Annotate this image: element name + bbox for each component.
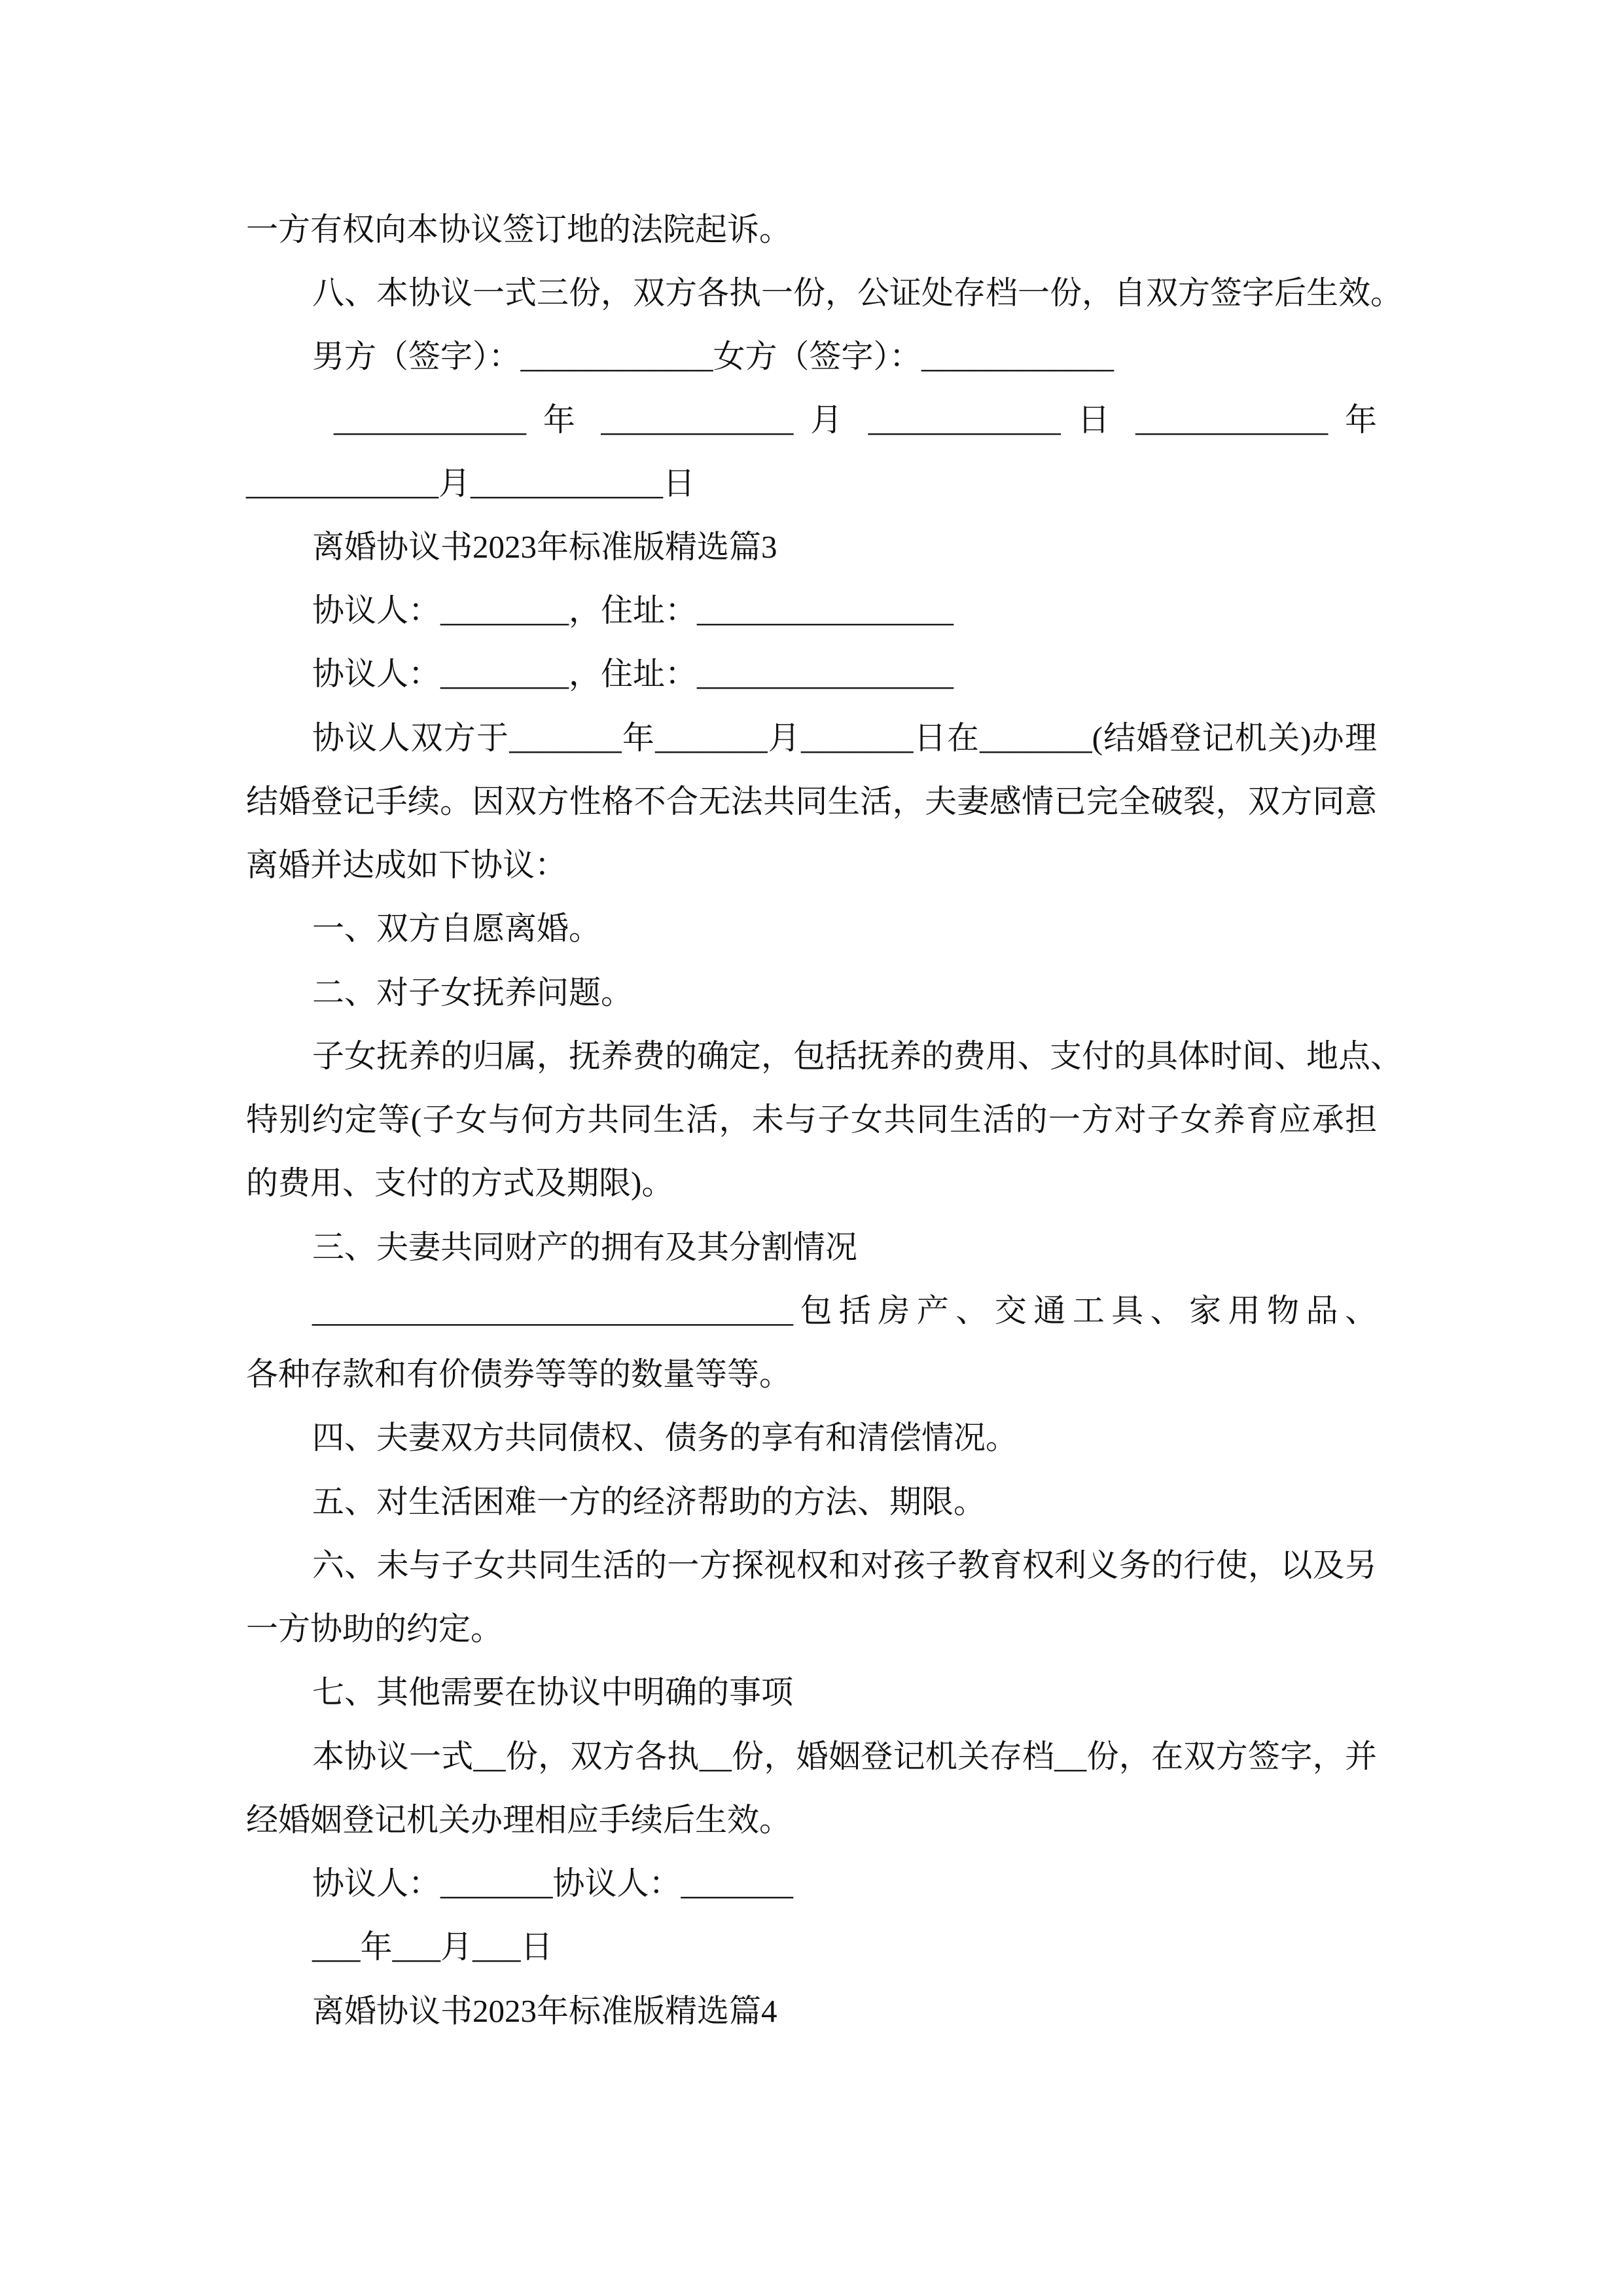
text-line: 经婚姻登记机关办理相应手续后生效。	[246, 1802, 792, 1838]
text-line: 的费用、支付的方式及期限)。	[246, 1165, 674, 1201]
text-line: ______________________________包括房产、交通工具、家用物品、	[312, 1293, 1377, 1329]
clause-five: 五、对生活困难一方的经济帮助的方法、期限。	[312, 1484, 986, 1520]
text-line: 各种存款和有价债券等等的数量等等。	[246, 1356, 792, 1392]
date-line: ____________月____________日	[246, 465, 695, 501]
text-line: 特别约定等(子女与何方共同生活，未与子女共同生活的一方对子女养育应承担	[246, 1102, 1377, 1138]
date-line: ___年___月___日	[312, 1929, 553, 1965]
text-line: 本协议一式__份，双方各执__份，婚姻登记机关存档__份，在双方签字，并	[312, 1738, 1377, 1774]
text-line: 一方有权向本协议签订地的法院起诉。	[246, 211, 792, 247]
text-line: 子女抚养的归属，抚养费的确定，包括抚养的费用、支付的具体时间、地点、	[312, 1038, 1403, 1074]
party-line: 协议人：________，住址：________________	[312, 592, 954, 628]
section-heading: 离婚协议书2023年标准版精选篇3	[312, 529, 777, 565]
clause-six: 六、未与子女共同生活的一方探视权和对孩子教育权利义务的行使，以及另	[312, 1547, 1377, 1583]
signature-line: 协议人：_______协议人：_______	[312, 1865, 794, 1901]
clause-eight: 八、本协议一式三份，双方各执一份，公证处存档一份，自双方签字后生效。	[312, 275, 1403, 311]
clause-three: 三、夫妻共同财产的拥有及其分割情况	[312, 1229, 858, 1265]
date-line: ____________ 年 ____________ 月 ____________ 日 ____________ 年	[334, 402, 1377, 438]
text-line: 协议人双方于_______年_______月_______日在_______(结婚登记机关)办理	[312, 720, 1377, 756]
section-heading: 离婚协议书2023年标准版精选篇4	[312, 1993, 777, 2029]
text-line: 结婚登记手续。因双方性格不合无法共同生活，夫妻感情已完全破裂，双方同意	[246, 783, 1377, 819]
party-line: 协议人：________，住址：________________	[312, 656, 954, 692]
text-line: 离婚并达成如下协议：	[246, 847, 567, 883]
clause-one: 一、双方自愿离婚。	[312, 910, 601, 946]
clause-four: 四、夫妻双方共同债权、债务的享有和清偿情况。	[312, 1420, 1018, 1456]
clause-two: 二、对子女抚养问题。	[312, 975, 633, 1011]
clause-seven: 七、其他需要在协议中明确的事项	[312, 1674, 794, 1710]
text-line: 一方协助的约定。	[246, 1611, 503, 1647]
signature-line: 男方（签字）：____________女方（签字）：____________	[312, 338, 1115, 374]
